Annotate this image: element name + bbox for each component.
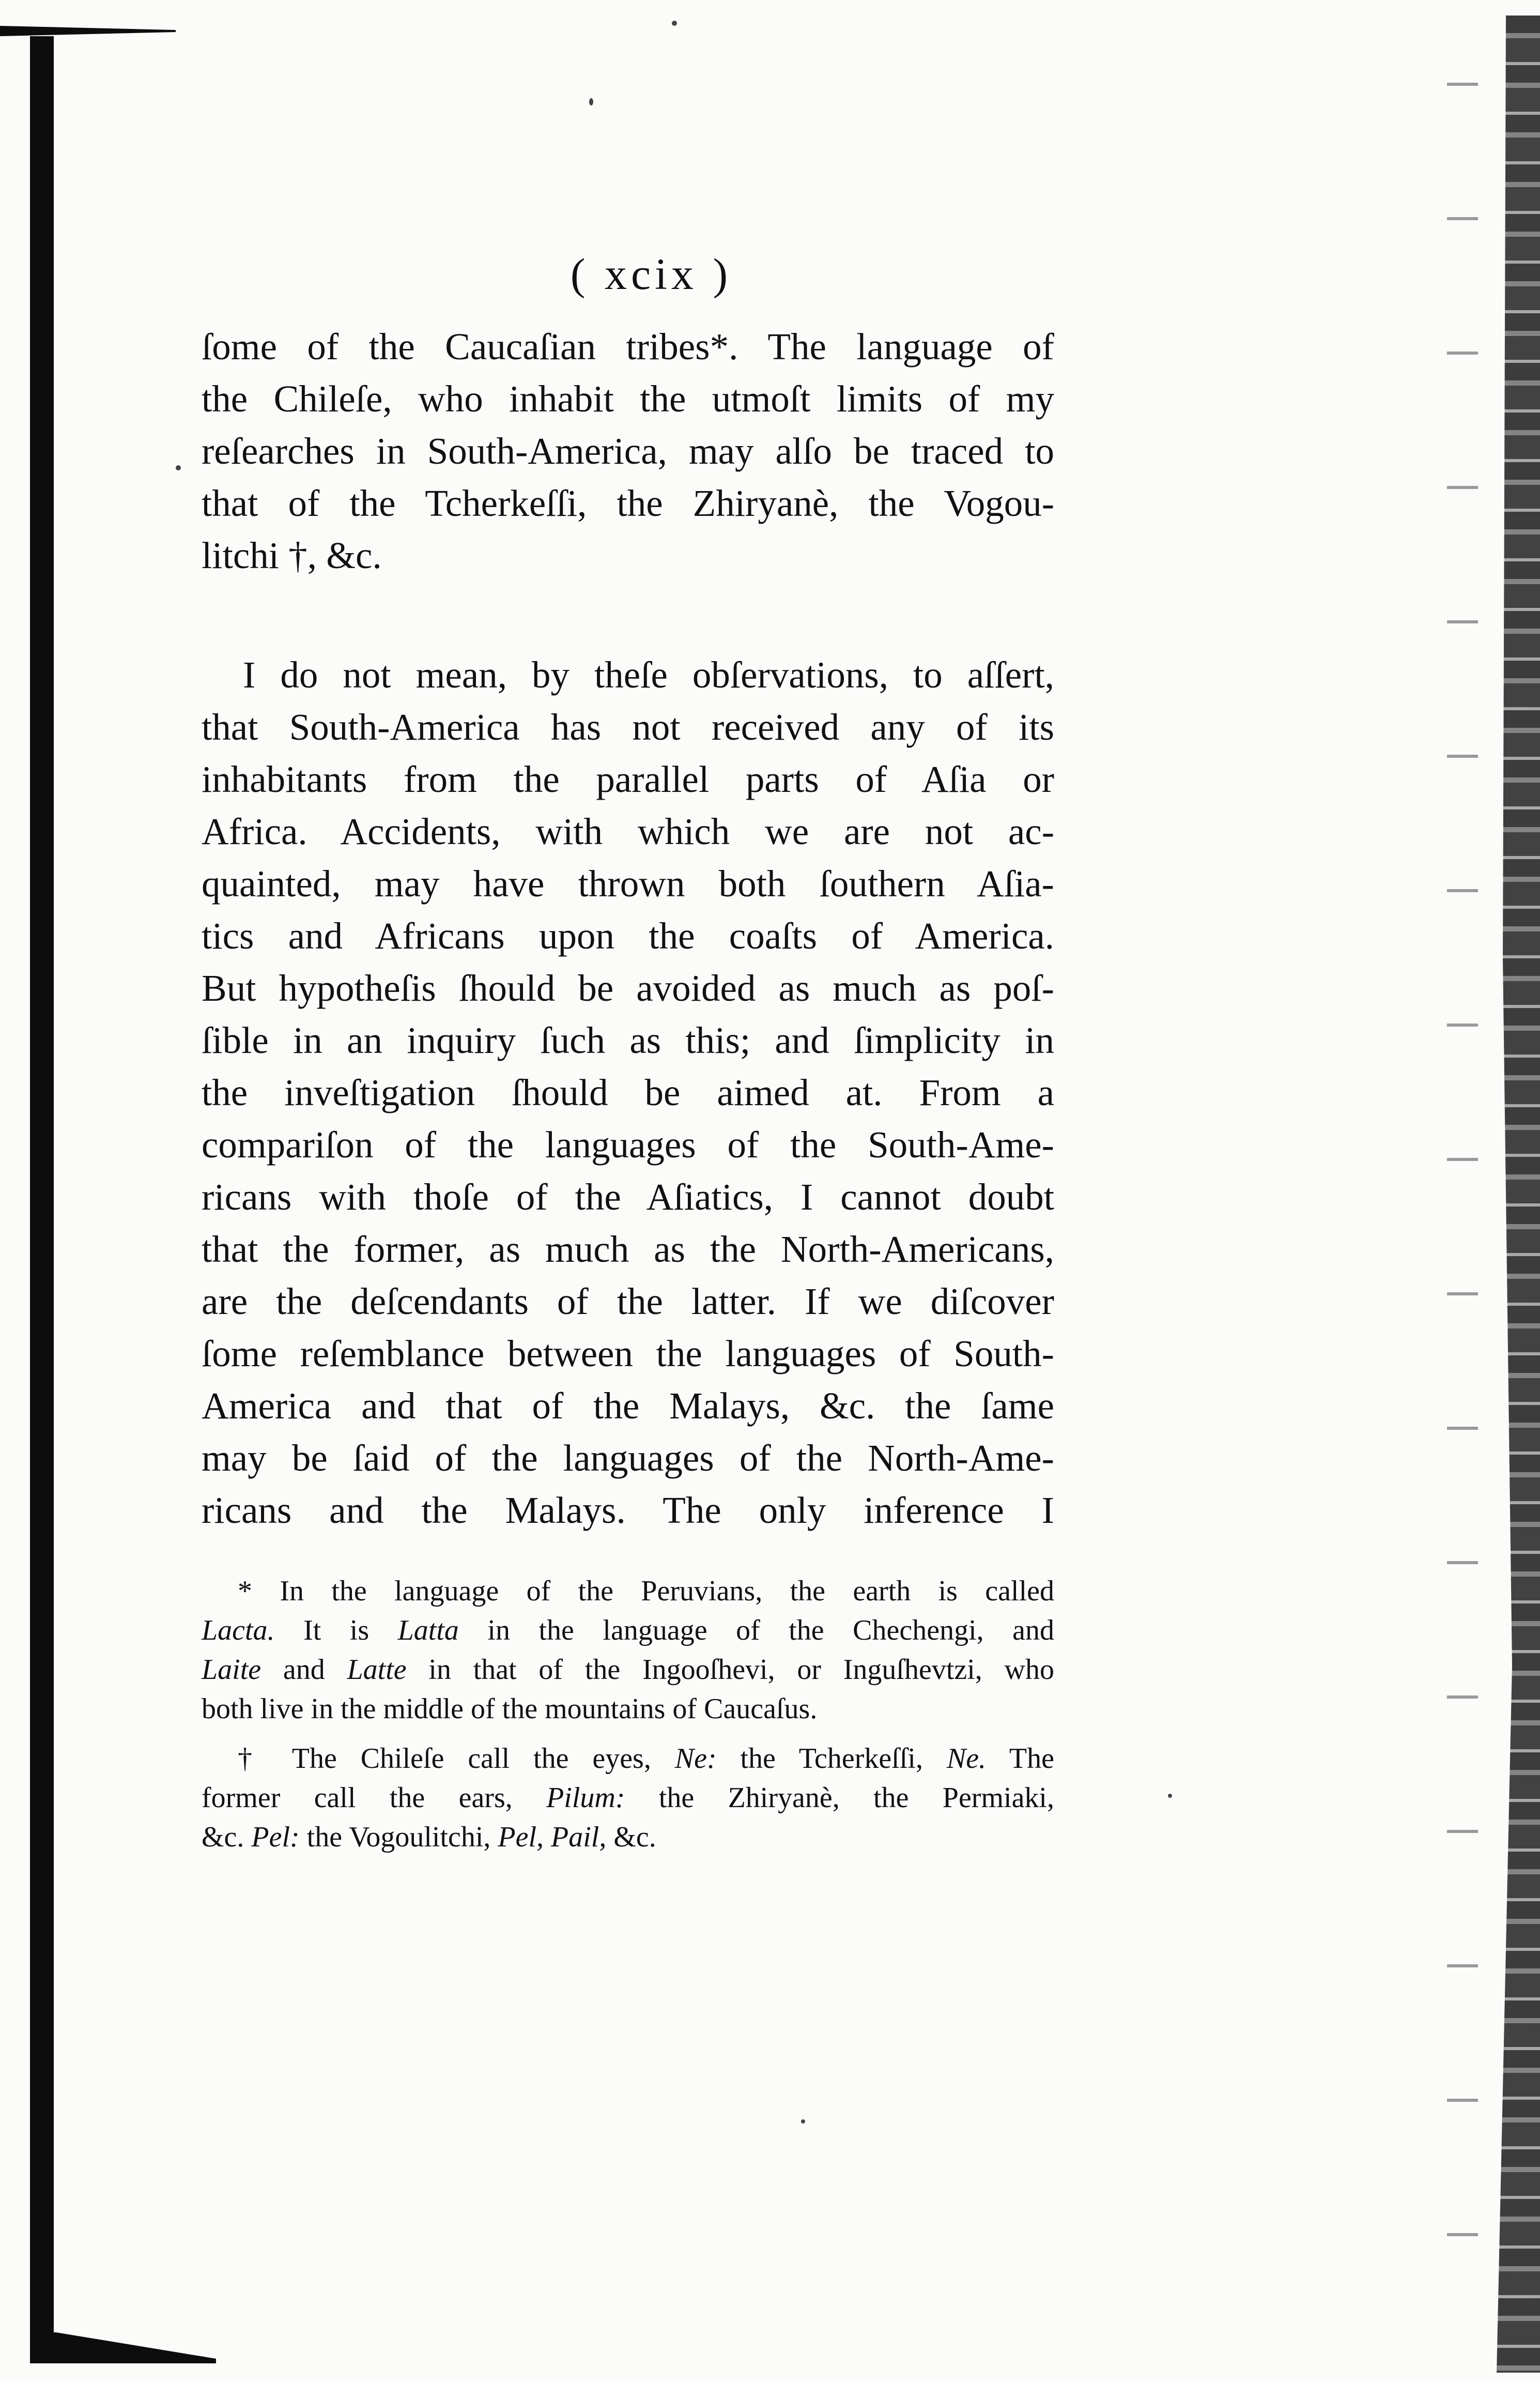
text-line: the Chileſe, who inhabit the utmoſt limits of my	[202, 378, 1054, 420]
text-line: But hypotheſis ſhould be avoided as much as poſ-	[202, 967, 1054, 1009]
binding-edge	[30, 36, 54, 2342]
text-line: the inveſtigation ſhould be aimed at. From a	[202, 1072, 1054, 1113]
text-line: may be ſaid of the languages of the North-Ame-	[202, 1437, 1054, 1479]
scan-speck	[176, 465, 181, 470]
text-line: Africa. Accidents, with which we are not ac-	[202, 811, 1054, 852]
text-line: ricans with thoſe of the Aſiatics, I cannot doubt	[202, 1176, 1054, 1218]
footnote-1-line: Lacta. It is Latta in the language of the Chechengi, and	[202, 1614, 1054, 1646]
text-line: that the former, as much as the North-Americans,	[202, 1228, 1054, 1270]
scan-speck	[589, 98, 593, 105]
text-line: that South-America has not received any of its	[202, 706, 1054, 748]
page-number-header: ( xcix )	[570, 249, 732, 299]
text-line: ſible in an inquiry ſuch as this; and ſimplicity in	[202, 1019, 1054, 1061]
footnote-1-line: Laite and Latte in that of the Ingooſhevi, or Inguſhevtzi, who	[202, 1654, 1055, 1686]
footnote-gap	[202, 1729, 1054, 1739]
footnotes	[202, 1571, 1054, 1857]
scan-speck	[1168, 1794, 1172, 1798]
text-line: quainted, may have thrown both ſouthern Aſia-	[202, 863, 1054, 905]
footnote-1-line: both live in the middle of the mountains of Caucaſus.	[202, 1693, 818, 1725]
text-line: inhabitants from the parallel parts of Aſia or	[202, 758, 1054, 800]
text-line: America and that of the Malays, &c. the ſame	[202, 1385, 1054, 1427]
binding-edge-top	[0, 26, 176, 36]
binding-edge-bottom	[30, 2332, 216, 2363]
body-text	[202, 320, 1054, 1536]
page-edge-shadow-inner	[1447, 21, 1478, 2347]
footnote-2-line: † The Chileſe call the eyes, Ne: the Tcherkeſſi, Ne. The	[238, 1743, 1054, 1775]
scan-speck	[801, 2119, 805, 2124]
text-line: are the deſcendants of the latter. If we diſcover	[202, 1280, 1054, 1322]
footnote-1-line: * In the language of the Peruvians, the earth is called	[238, 1575, 1054, 1607]
text-line: tics and Africans upon the coaſts of America.	[202, 915, 1054, 957]
text-line: ſome reſemblance between the languages of South-	[202, 1333, 1054, 1374]
footnote-2-line: &c. Pel: the Vogoulitchi, Pel, Pail, &c.	[202, 1821, 656, 1853]
text-line: that of the Tcherkeſſi, the Zhiryanè, the Vogou-	[202, 482, 1054, 524]
paragraph-gap	[202, 582, 1054, 649]
scan-speck	[672, 21, 677, 26]
text-line: litchi †, &c.	[202, 534, 382, 576]
text-line: compariſon of the languages of the South-Ame-	[202, 1124, 1054, 1166]
text-line: I do not mean, by theſe obſervations, to aſſert,	[243, 654, 1054, 696]
text-line: ricans and the Malays. The only inference I	[202, 1489, 1054, 1531]
text-line: ſome of the Caucaſian tribes*. The language of	[202, 326, 1054, 368]
text-line: reſearches in South-America, may alſo be traced to	[202, 430, 1054, 472]
footnote-2-line: former call the ears, Pilum: the Zhiryanè, the Permiaki,	[202, 1782, 1054, 1814]
page-edge-shadow	[1478, 16, 1540, 2373]
